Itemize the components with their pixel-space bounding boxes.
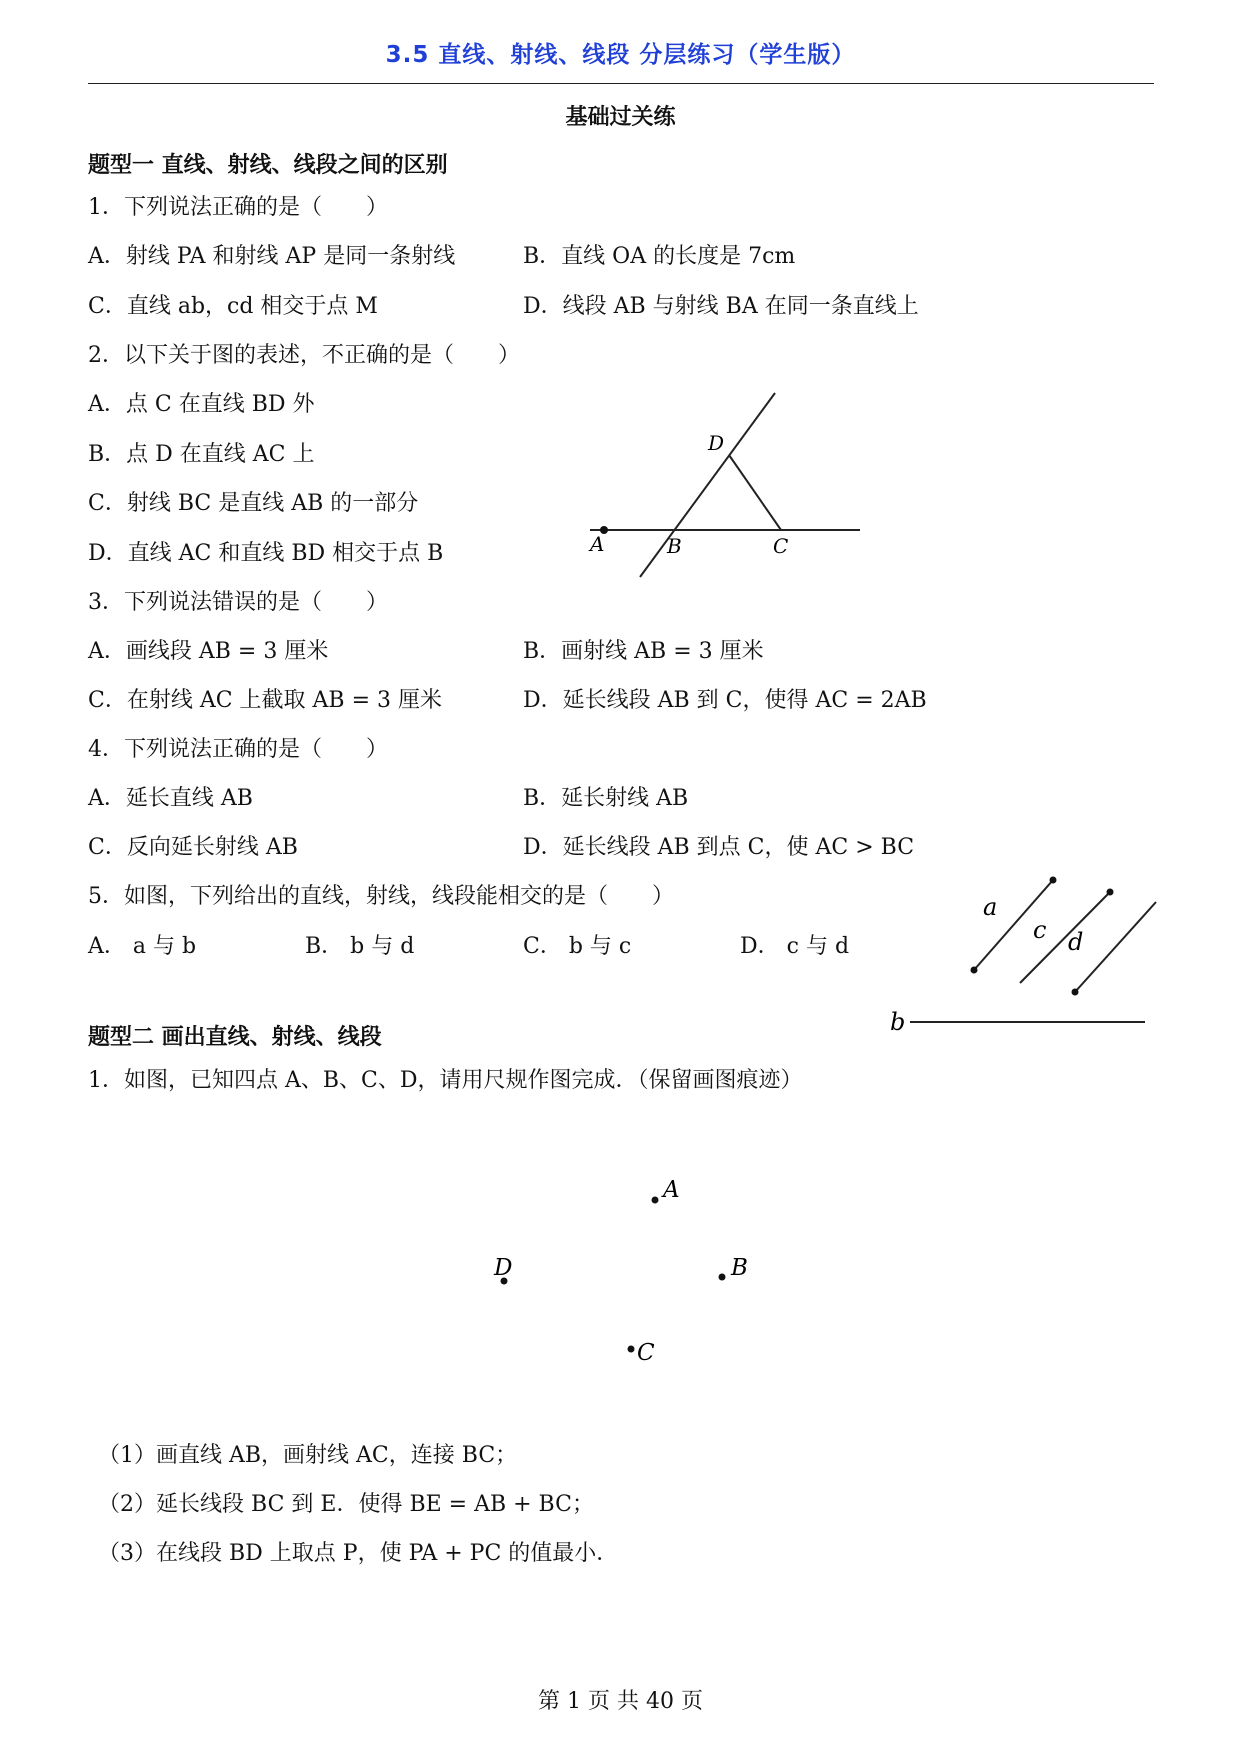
point-a: [652, 1197, 659, 1204]
q4-option-d: D．延长线段 AB 到点 C，使 AC > BC: [523, 835, 915, 860]
type2-q1-part3: （3）在线段 BD 上取点 P，使 PA + PC 的值最小．: [98, 1541, 619, 1566]
label-d: D: [494, 1255, 513, 1281]
q2-option-a: A．点 C 在直线 BD 外: [88, 392, 315, 417]
label-c: C: [773, 534, 789, 558]
q4-option-a: A．延长直线 AB: [88, 786, 253, 811]
document-header-title: 3.5 直线、射线、线段 分层练习（学生版）: [385, 42, 856, 68]
type2-points-figure: [480, 1165, 760, 1385]
q2-option-d: D．直线 AC 和直线 BD 相交于点 B: [88, 541, 444, 566]
point-c: [628, 1346, 635, 1353]
q5-option-a: A． a 与 b: [88, 934, 197, 959]
type2-q1-stem: 1．如图，已知四点 A、B、C、D，请用尺规作图完成．（保留画图痕迹）: [88, 1068, 803, 1093]
q1-stem: 1．下列说法正确的是（ ）: [88, 195, 388, 220]
type2-q1-part1: （1）画直线 AB，画射线 AC，连接 BC；: [98, 1443, 518, 1468]
point-b: [719, 1274, 726, 1281]
q3-option-b: B．画射线 AB = 3 厘米: [523, 639, 764, 664]
ray-d-endpoint: [1072, 989, 1079, 996]
label-a: a: [983, 893, 998, 921]
label-c: c: [1033, 916, 1047, 944]
q2-figure: [580, 385, 870, 585]
header-divider: [88, 83, 1154, 84]
label-d: D: [708, 431, 725, 455]
q5-figure: [890, 870, 1170, 1040]
section-title: 基础过关练: [565, 105, 676, 130]
q5-option-c: C． b 与 c: [523, 934, 632, 959]
segment-a-endpoint: [971, 967, 978, 974]
type2-q1-part2: （2）延长线段 BC 到 E．使得 BE = AB + BC；: [98, 1492, 594, 1517]
segment-dc: [729, 455, 781, 530]
q3-stem: 3．下列说法错误的是（ ）: [88, 590, 388, 615]
q3-option-a: A．画线段 AB = 3 厘米: [88, 639, 329, 664]
label-d: d: [1068, 928, 1084, 956]
q5-option-b: B． b 与 d: [305, 934, 415, 959]
q2-option-c: C．射线 BC 是直线 AB 的一部分: [88, 491, 419, 516]
q3-option-c: C．在射线 AC 上截取 AB = 3 厘米: [88, 688, 442, 713]
q1-option-c: C．直线 ab，cd 相交于点 M: [88, 294, 378, 319]
line-bd: [640, 393, 775, 577]
q2-stem: 2．以下关于图的表述，不正确的是（ ）: [88, 343, 520, 368]
q4-option-b: B．延长射线 AB: [523, 786, 689, 811]
q4-stem: 4．下列说法正确的是（ ）: [88, 737, 388, 762]
q5-stem: 5．如图，下列给出的直线，射线，线段能相交的是（ ）: [88, 884, 674, 909]
q4-option-c: C．反向延长射线 AB: [88, 835, 298, 860]
label-a: A: [663, 1177, 680, 1203]
segment-a-endpoint: [1050, 877, 1057, 884]
label-c: C: [637, 1340, 655, 1366]
page-footer: 第 1 页 共 40 页: [538, 1689, 703, 1714]
type2-title: 题型二 画出直线、射线、线段: [88, 1025, 382, 1050]
label-b: B: [667, 534, 682, 558]
q1-option-d: D．线段 AB 与射线 BA 在同一条直线上: [523, 294, 919, 319]
label-a: A: [590, 532, 605, 556]
ray-c-endpoint: [1107, 889, 1114, 896]
q1-option-b: B．直线 OA 的长度是 7cm: [523, 244, 796, 269]
q5-option-d: D． c 与 d: [740, 934, 850, 959]
type1-title: 题型一 直线、射线、线段之间的区别: [88, 153, 448, 178]
q2-option-b: B．点 D 在直线 AC 上: [88, 442, 315, 467]
q3-option-d: D．延长线段 AB 到 C，使得 AC = 2AB: [523, 688, 927, 713]
label-b: b: [890, 1008, 906, 1036]
label-b: B: [731, 1255, 748, 1281]
q1-option-a: A．射线 PA 和射线 AP 是同一条射线: [88, 244, 456, 269]
